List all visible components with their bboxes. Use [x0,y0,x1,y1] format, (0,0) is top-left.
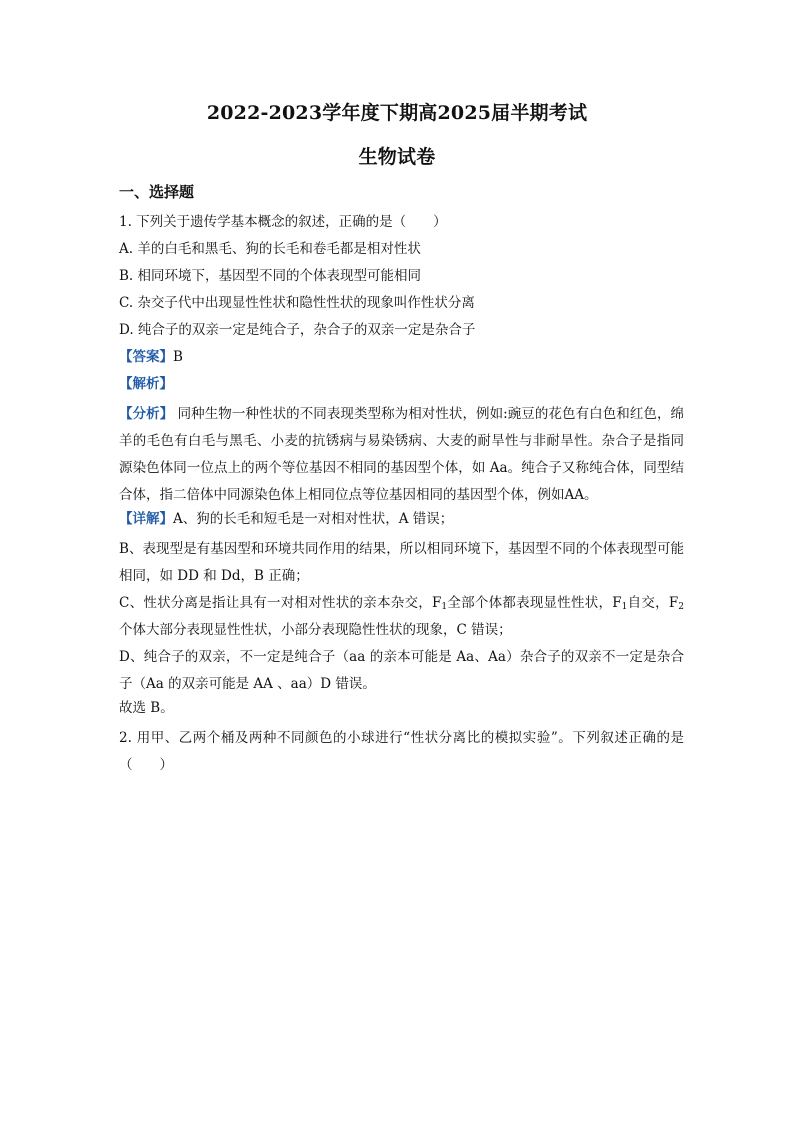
xiangjie-b: B、表现型是有基因型和环境共同作用的结果，所以相同环境下，基因型不同的个体表现型可能相同，如 DD 和 Dd，B 正确； [119,541,684,584]
xiangjie-c-part1: C、性状分离是指让具有一对相对性状的亲本杂交，F [119,595,442,611]
xiangjie-c-part2: 全部个体都表现显性性状，F [447,595,622,611]
exam-title: 2022-2023学年度下期高2025届半期考试 [206,102,588,124]
section-heading: 一、选择题 [119,183,195,201]
xiangjie-a: A、狗的长毛和短毛是一对相对性状，A 错误； [173,511,454,527]
answer-tag: 【答案】 [119,349,173,365]
xiangjie-a-line [119,509,684,536]
xiangjie-c-part3: 自交，F [627,595,679,611]
exam-subject: 生物试卷 [358,146,436,168]
question-1-option-d: D. 纯合子的双亲一定是纯合子，杂合子的双亲一定是杂合子 [119,322,476,338]
subscript-2: 2 [678,602,684,612]
analysis-tag-line [119,374,684,401]
answer-line [119,347,684,374]
question-1-option-c: C. 杂交子代中出现显性性状和隐性性状的现象叫作性状分离 [119,295,475,311]
question-1-option-b: B. 相同环境下，基因型不同的个体表现型可能相同 [119,268,422,284]
conclusion: 故选 B。 [119,700,174,716]
xiangjie-tag: 【详解】 [119,511,173,527]
fenxi-paragraph [119,401,684,509]
question-1-option-a: A. 羊的白毛和黑毛、狗的长毛和卷毛都是相对性状 [119,241,421,257]
subscript-1b: 1 [621,602,628,612]
question-2-stem: 2. 用甲、乙两个桶及两种不同颜色的小球进行“性状分离比的模拟实验”。下列叙述正确的是（ ） [119,730,684,773]
fenxi-text: 同种生物一种性状的不同表现类型称为相对性状，例如:豌豆的花色有白色和红色，绵羊的毛色有白毛与黑毛、小麦的抗锈病与易染锈病、大麦的耐旱性与非耐旱性。杂合子是指同源染色体同一位点上的两个等位基因不相同的基因型个体，如 Aa。纯合子又称纯合体，同型结合体，指二倍体中同源染色体上相同位点等位基因相同的基因型个体，例如AA。 [119,406,685,503]
xiangjie-c-part4: 个体大部分表现显性性状，小部分表现隐性性状的现象，C 错误； [119,622,512,638]
answer-value: B [173,349,183,365]
xiangjie-d: D、纯合子的双亲，不一定是纯合子（aa 的亲本可能是 Aa、Aa）杂合子的双亲不一定是杂合子（Aa 的双亲可能是 AA 、aa）D 错误。 [119,649,684,692]
analysis-tag: 【解析】 [119,376,173,392]
xiangjie-c [119,590,684,644]
question-content [119,212,684,779]
question-1-stem: 1. 下列关于遗传学基本概念的叙述，正确的是（ ） [119,214,447,230]
fenxi-tag: 【分析】 [119,406,174,422]
subscript-1: 1 [441,602,448,612]
